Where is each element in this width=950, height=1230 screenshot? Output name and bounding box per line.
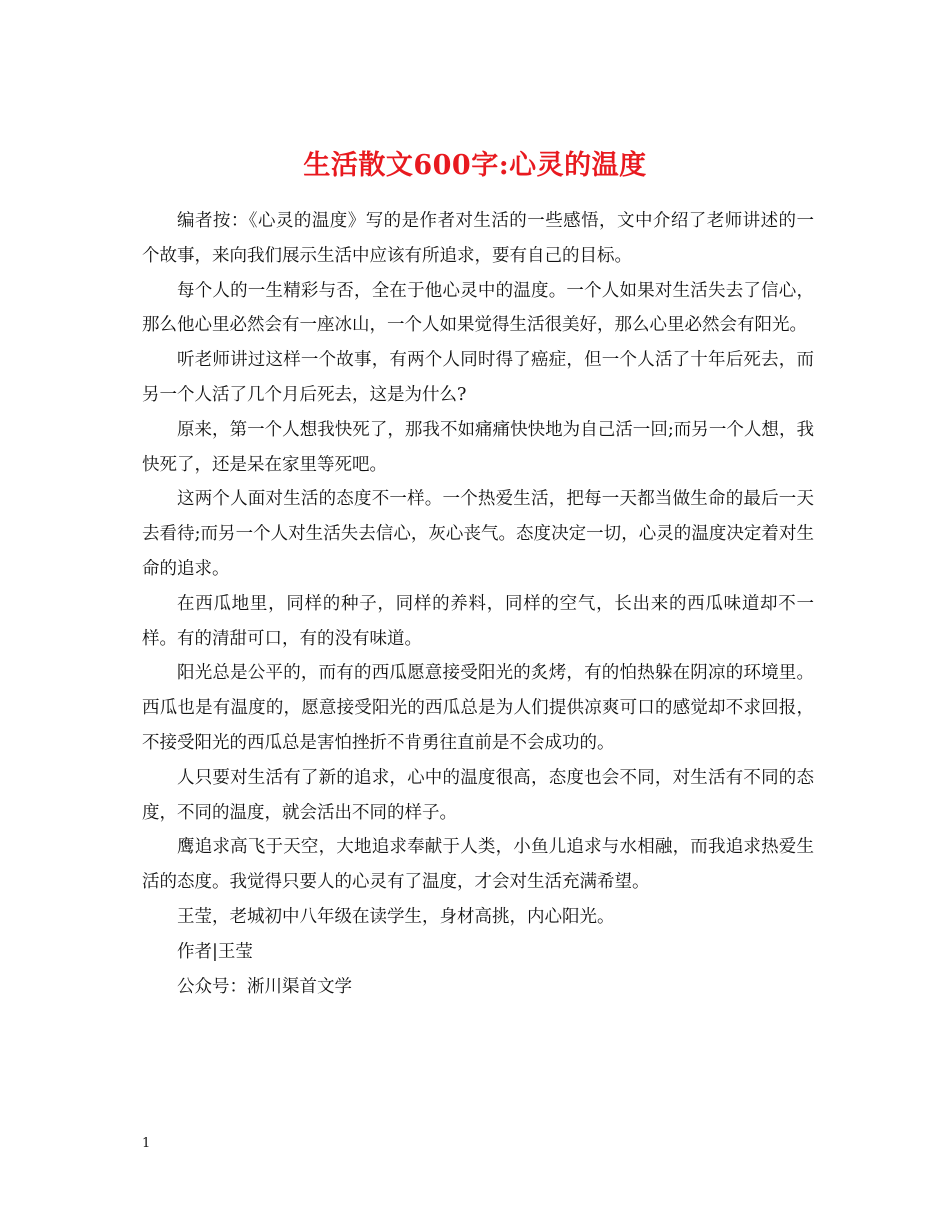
paragraph: 原来，第一个人想我快死了，那我不如痛痛快快地为自己活一回;而另一个人想，我快死了，还是呆在家里等死吧。 xyxy=(142,419,814,475)
article-body xyxy=(142,204,814,1004)
page-title: 生活散文600字:心灵的温度 xyxy=(303,150,647,182)
paragraph: 鹰追求高飞于天空，大地追求奉献于人类，小鱼儿追求与水相融，而我追求热爱生活的态度。我觉得只要人的心灵有了温度，才会对生活充满希望。 xyxy=(142,837,814,893)
paragraph: 这两个人面对生活的态度不一样。一个热爱生活，把每一天都当做生命的最后一天去看待;而另一个人对生活失去信心，灰心丧气。态度决定一切，心灵的温度决定着对生命的追求。 xyxy=(142,489,814,579)
paragraph: 在西瓜地里，同样的种子，同样的养料，同样的空气，长出来的西瓜味道却不一样。有的清甜可口，有的没有味道。 xyxy=(142,593,814,649)
author-bio: 王莹，老城初中八年级在读学生，身材高挑，内心阳光。 xyxy=(177,906,615,927)
paragraph: 人只要对生活有了新的追求，心中的温度很高，态度也会不同，对生活有不同的态度，不同的温度，就会活出不同的样子。 xyxy=(142,767,814,823)
public-account-line: 公众号：淅川渠首文学 xyxy=(177,976,352,997)
page-number: 1 xyxy=(142,1136,151,1151)
editor-note-paragraph: 编者按：《心灵的温度》写的是作者对生活的一些感悟，文中介绍了老师讲述的一个故事，来向我们展示生活中应该有所追求，要有自己的目标。 xyxy=(142,211,814,266)
paragraph: 每个人的一生精彩与否，全在于他心灵中的温度。一个人如果对生活失去了信心，那么他心里必然会有一座冰山，一个人如果觉得生活很美好，那么心里必然会有阳光。 xyxy=(142,280,814,336)
paragraph: 阳光总是公平的，而有的西瓜愿意接受阳光的炙烤，有的怕热躲在阴凉的环境里。西瓜也是有温度的，愿意接受阳光的西瓜总是为人们提供凉爽可口的感觉却不求回报，不接受阳光的西瓜总是害怕挫折不肯勇往直前是不会成功的。 xyxy=(142,663,814,753)
author-line: 作者|王莹 xyxy=(177,941,253,962)
paragraph: 听老师讲过这样一个故事，有两个人同时得了癌症，但一个人活了十年后死去，而另一个人活了几个月后死去，这是为什么? xyxy=(142,350,814,405)
